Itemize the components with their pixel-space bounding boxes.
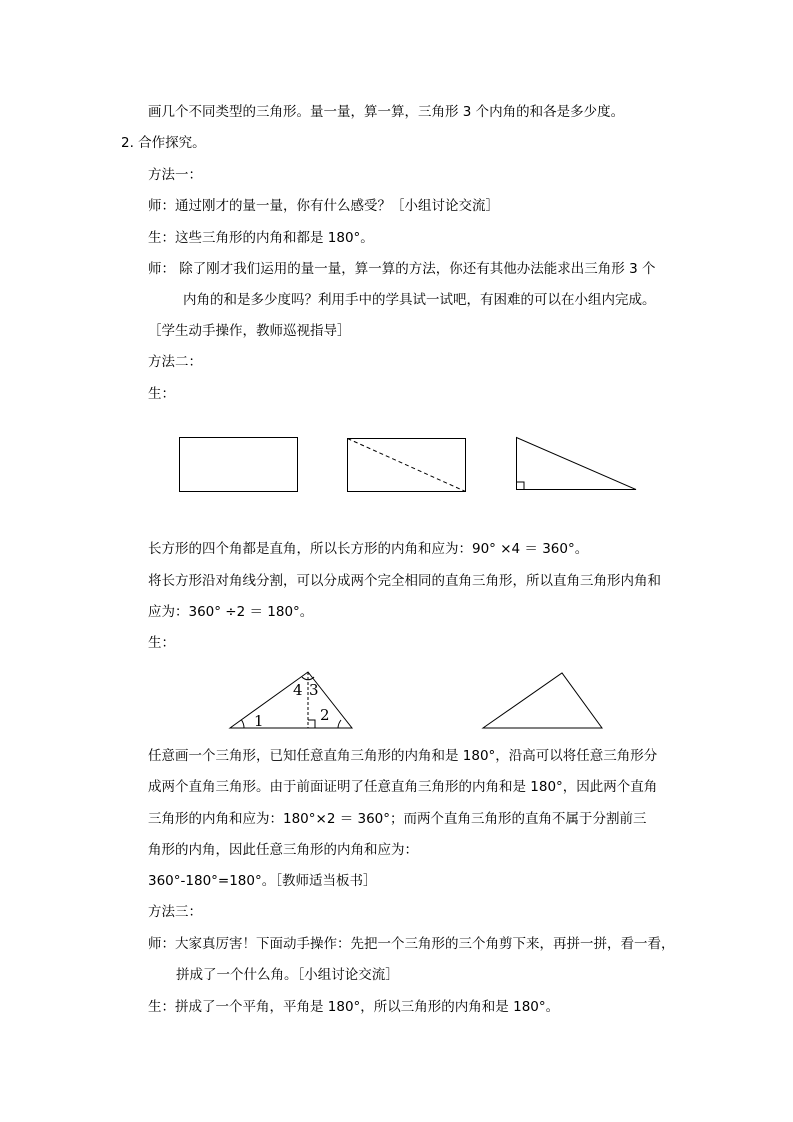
rectangle-diagonal-figure (347, 438, 467, 494)
angle-4-label: 4 (293, 681, 303, 699)
triangle-altitude-figure (228, 668, 356, 732)
text-line: 生：这些三角形的内角和都是 180°。 (148, 230, 374, 246)
text-line: 360°-180°=180°。［教师适当板书］ (148, 873, 377, 889)
text-line: 内角的和是多少度吗？利用手中的学具试一试吧，有困难的可以在小组内完成。 (183, 292, 656, 308)
right-triangle-figure (516, 437, 638, 493)
method-heading: 方法三： (148, 904, 202, 920)
text-line: 三角形的内角和应为：180°×2 ＝ 360°；而两个直角三角形的直角不属于分割前三 (148, 811, 647, 827)
rectangle-figure (179, 437, 299, 493)
section-heading: 2. 合作探究。 (121, 135, 206, 151)
method-heading: 方法一： (148, 167, 202, 183)
angle-3-label: 3 (309, 681, 319, 699)
text-line: 长方形的四个角都是直角，所以长方形的内角和应为：90° ×4 ＝ 360°。 (148, 541, 589, 557)
angle-2-label: 2 (320, 706, 330, 724)
text-line: 任意画一个三角形，已知任意直角三角形的内角和是 180°，沿高可以将任意三角形分 (148, 748, 658, 764)
method-heading: 方法二： (148, 354, 202, 370)
text-line: 师：大家真厉害！下面动手操作：先把一个三角形的三个角剪下来，再拼一拼，看一看， (148, 936, 675, 952)
text-line: 应为：360° ÷2 ＝ 180°。 (148, 604, 314, 620)
text-line: 师：通过刚才的量一量，你有什么感受？［小组讨论交流］ (148, 198, 499, 214)
text-line: 生：拼成了一个平角，平角是 180°，所以三角形的内角和是 180°。 (148, 999, 560, 1015)
text-line: 将长方形沿对角线分割，可以分成两个完全相同的直角三角形，所以直角三角形内角和 (148, 573, 661, 589)
text-line: 生： (148, 635, 175, 651)
angle-1-label: 1 (254, 712, 264, 730)
text-line: ［学生动手操作，教师巡视指导］ (148, 323, 351, 339)
text-line: 画几个不同类型的三角形。量一量，算一算，三角形 3 个内角的和各是多少度。 (148, 104, 625, 120)
text-line: 生： (148, 386, 175, 402)
text-line: 拼成了一个什么角。［小组讨论交流］ (176, 967, 399, 983)
text-line: 成两个直角三角形。由于前面证明了任意直角三角形的内角和是 180°，因此两个直角 (148, 779, 658, 795)
scalene-triangle-figure (482, 672, 604, 730)
text-line: 角形的内角，因此任意三角形的内角和应为： (148, 842, 418, 858)
text-line: 师： 除了刚才我们运用的量一量，算一算的方法，你还有其他办法能求出三角形 3 个 (148, 261, 656, 277)
